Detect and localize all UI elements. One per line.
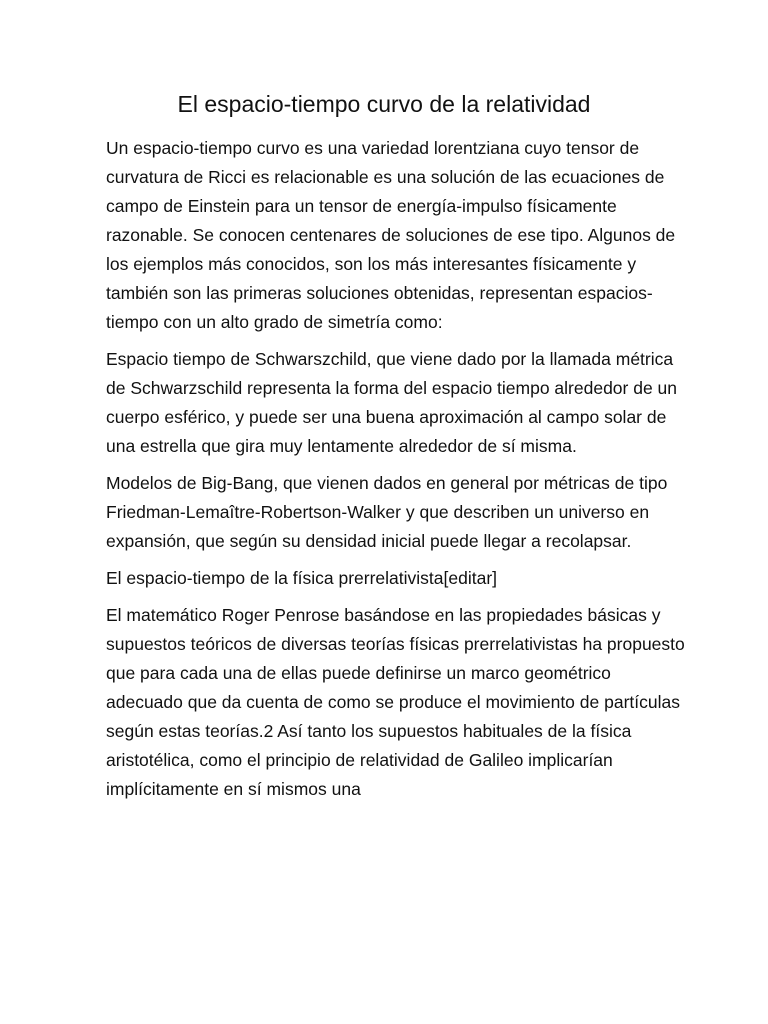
paragraph-big-bang: Modelos de Big-Bang, que vienen dados en general por métricas de tipo Friedman-Lemaître-Robertson-Walker y que describen un universo en expansión, que según su densidad inicial puede llegar a recolapsar. <box>106 473 668 551</box>
document-title: El espacio-tiempo curvo de la relatividad <box>177 91 591 117</box>
document-body <box>106 134 686 812</box>
paragraph-penrose: El matemático Roger Penrose basándose en las propiedades básicas y supuestos teóricos de diversas teorías físicas prerrelativistas ha propuesto que para cada una de ellas puede definirse un marco geométrico adecuado que da cuenta de como se produce el movimiento de partículas según estas teorías.2 Así tanto los supuestos habituales de la física aristotélica, como el principio de relatividad de Galileo implicarían implícitamente en sí mismos una <box>106 605 685 799</box>
section-heading-prerelativistic: El espacio-tiempo de la física prerrelativista[editar] <box>106 568 498 588</box>
paragraph-schwarzschild: Espacio tiempo de Schwarszchild, que viene dado por la llamada métrica de Schwarzschild representa la forma del espacio tiempo alrededor de un cuerpo esférico, y puede ser una buena aproximación al campo solar de una estrella que gira muy lentamente alrededor de sí misma. <box>106 349 678 456</box>
paragraph-curved-spacetime: Un espacio-tiempo curvo es una variedad lorentziana cuyo tensor de curvatura de Ricci es relacionable es una solución de las ecuaciones de campo de Einstein para un tensor de energía-impulso físicamente razonable. Se conocen centenares de soluciones de ese tipo. Algunos de los ejemplos más conocidos, son los más interesantes físicamente y también son las primeras soluciones obtenidas, representan espacios-tiempo con un alto grado de simetría como: <box>106 138 676 332</box>
